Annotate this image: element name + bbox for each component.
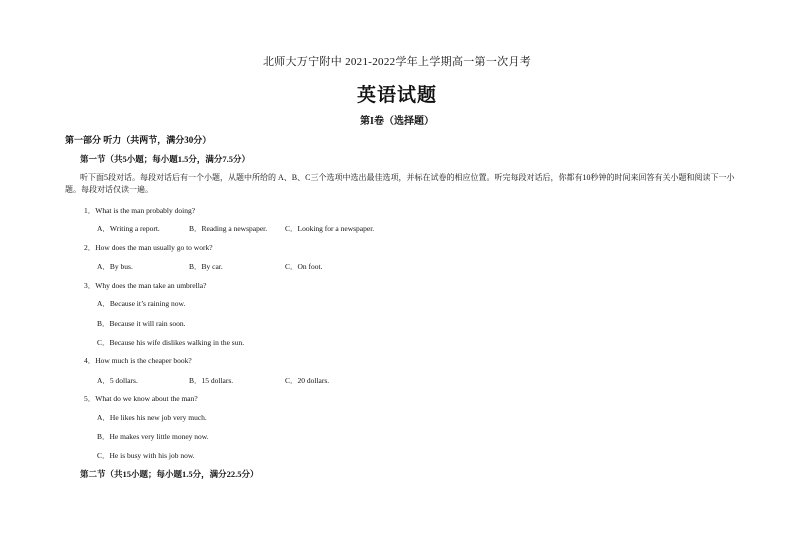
volume-heading: 第I卷（选择题） — [360, 116, 434, 127]
question-5-option-a: A．He likes his new job very much. — [97, 413, 207, 422]
part-one-heading: 第一部分 听力（共两节，满分30分） — [65, 135, 212, 145]
question-3-option-b: B．Because it will rain soon. — [97, 319, 186, 328]
question-3-option-c: C．Because his wife dislikes walking in the sun. — [97, 338, 245, 347]
question-1-option-b: B．Reading a newspaper. — [189, 224, 268, 233]
section-one-instructions: 听下面5段对话。每段对话后有一个小题，从题中所给的 A、B、C三个选项中选出最佳选项，并标在试卷的相应位置。听完每段对话后，你都有10秒钟的时间来回答有关小题和阅读下一小题。每段对话仅读一遍。 — [65, 173, 735, 194]
question-2-option-b: B．By car. — [189, 262, 223, 271]
question-3-option-a: A．Because it’s raining now. — [97, 299, 186, 308]
question-1-option-a: A．Writing a report. — [97, 224, 160, 233]
question-1-option-c: C．Looking for a newspaper. — [285, 224, 375, 233]
question-4-option-a: A．5 dollars. — [97, 376, 138, 385]
section-two-heading: 第二节（共15小题；每小题1.5分，满分22.5分） — [80, 469, 259, 479]
question-4-stem: 4．How much is the cheaper book? — [84, 356, 192, 365]
section-one-heading: 第一节（共5小题；每小题1.5分，满分7.5分） — [80, 154, 251, 164]
question-1-stem: 1．What is the man probably doing? — [84, 206, 196, 215]
question-5-option-b: B．He makes very little money now. — [97, 432, 209, 441]
question-3-stem: 3．Why does the man take an umbrella? — [84, 281, 207, 290]
school-exam-header: 北师大万宁附中 2021-2022学年上学期高一第一次月考 — [262, 56, 532, 68]
question-5-stem: 5．What do we know about the man? — [84, 394, 198, 403]
question-5-option-c: C．He is busy with his job now. — [97, 451, 195, 460]
page-title: 英语试题 — [356, 85, 437, 106]
question-4-option-c: C．20 dollars. — [285, 376, 330, 385]
question-2-option-a: A．By bus. — [97, 262, 133, 271]
question-2-stem: 2．How does the man usually go to work? — [84, 243, 213, 252]
question-2-option-c: C．On foot. — [285, 262, 323, 271]
question-4-option-b: B．15 dollars. — [189, 376, 234, 385]
